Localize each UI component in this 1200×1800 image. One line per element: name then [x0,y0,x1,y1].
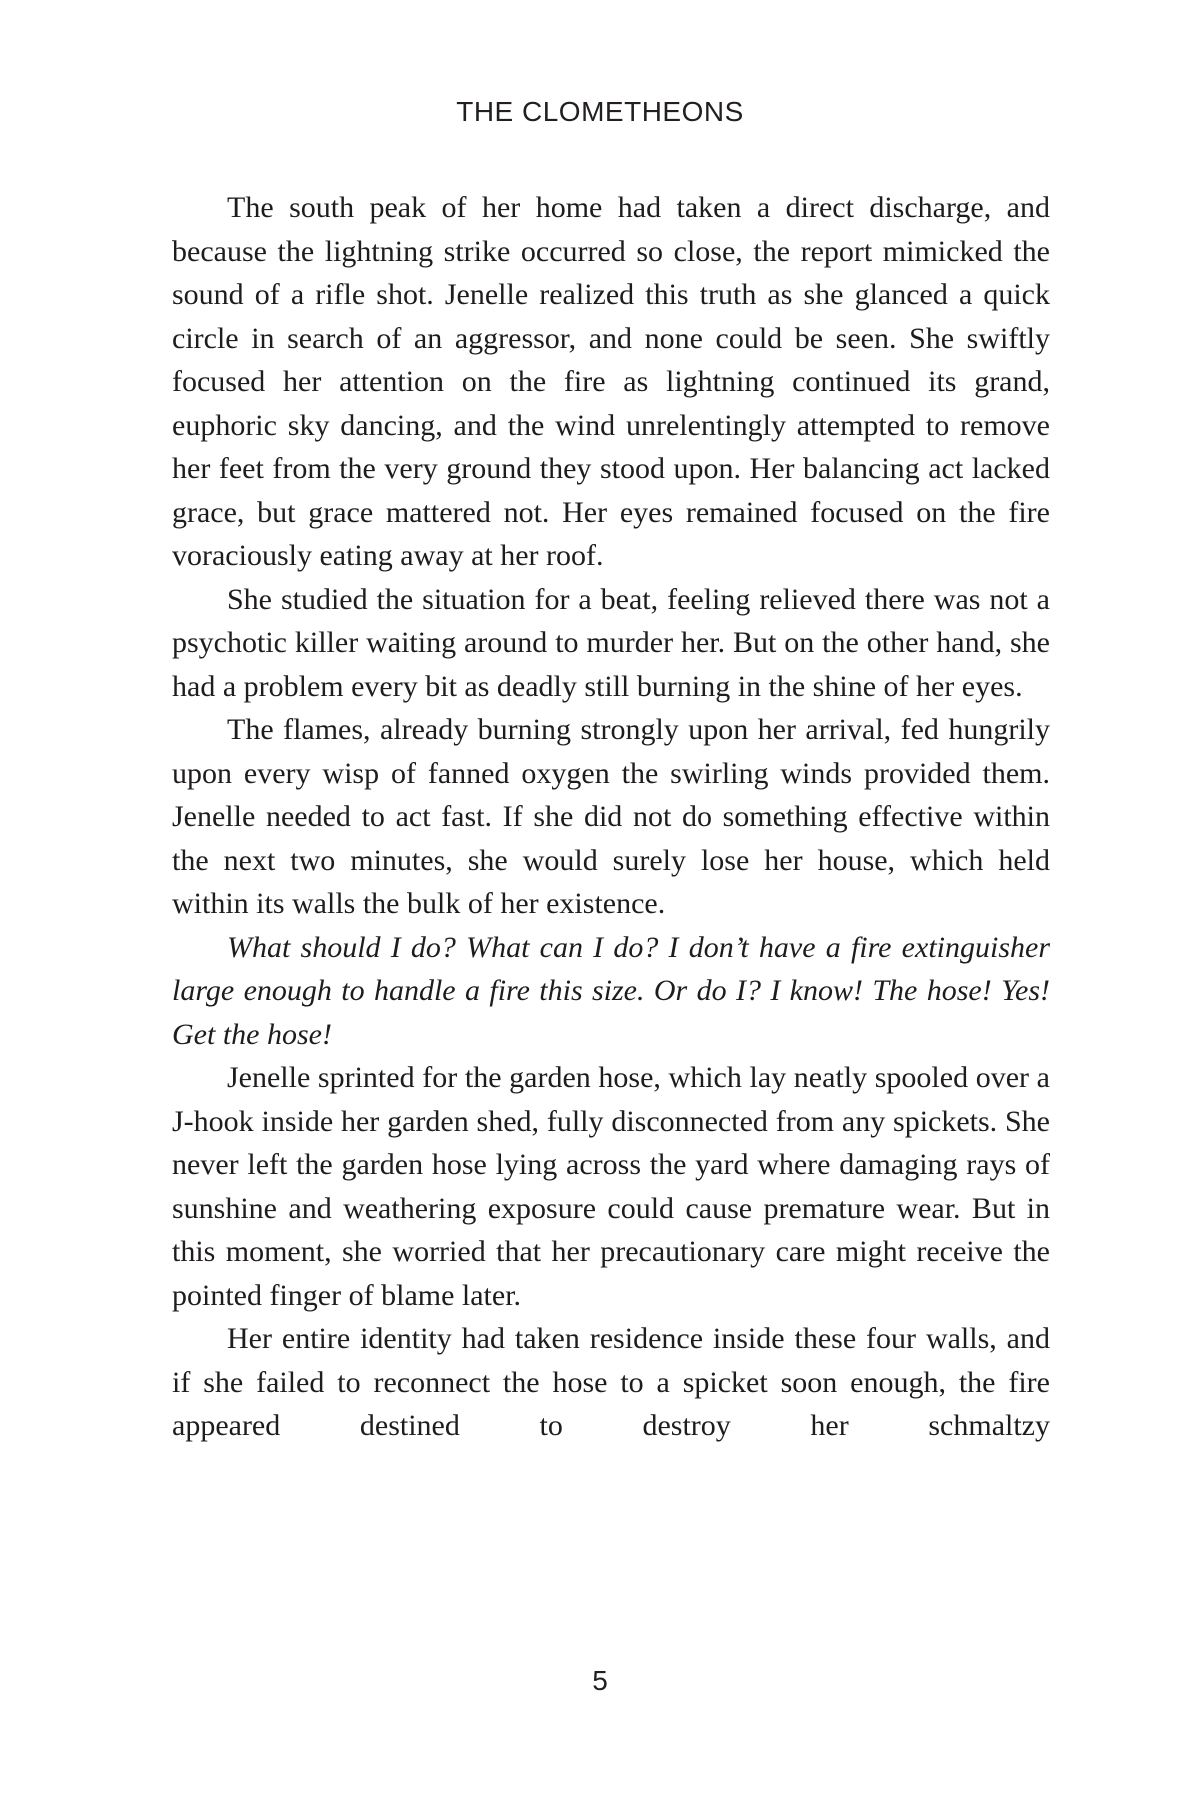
body-paragraph: The flames, already burning strongly upon her arrival, fed hungrily upon every wisp of fanned oxygen the swirling winds provided them. Jenelle needed to act fast. If she did not do something effective within the next two minutes, she would surely lose her house, which held within its walls the bulk of her existence. [172,713,1050,920]
body-paragraph: Her entire identity had taken residence inside these four walls, and if she failed to reconnect the hose to a spicket soon enough, the fire appeared destined to destroy her schmaltzy [172,1322,1050,1442]
page-number: 5 [592,1665,608,1696]
body-paragraph: The south peak of her home had taken a direct discharge, and because the lightning strike occurred so close, the report mimicked the sound of a rifle shot. Jenelle realized this truth as she glanced a quick circle in search of an aggressor, and none could be seen. She swiftly focused her attention on the fire as lightning continued its grand, euphoric sky dancing, and the wind unrelentingly attempted to remove her feet from the very ground they stood upon. Her balancing act lacked grace, but grace mattered not. Her eyes remained focused on the fire voraciously eating away at her roof. [172,191,1050,572]
body-paragraph: Jenelle sprinted for the garden hose, which lay neatly spooled over a J-hook inside her garden shed, fully disconnected from any spickets. She never left the garden hose lying across the yard where damaging rays of sunshine and weathering exposure could cause premature wear. But in this moment, she worried that her precautionary care might receive the pointed finger of blame later. [172,1061,1050,1312]
body-text-block [172,186,1050,1448]
running-header: THE CLOMETHEONS [456,96,744,127]
body-paragraph-internal-monologue: What should I do? What can I do? I don’t have a fire extinguisher large enough to handle a fire this size. Or do I? I know! The hose! Yes! Get the hose! [172,930,1050,1051]
body-paragraph: She studied the situation for a beat, feeling relieved there was not a psychotic killer waiting around to murder her. But on the other hand, she had a problem every bit as deadly still burning in the shine of her eyes. [172,582,1050,703]
